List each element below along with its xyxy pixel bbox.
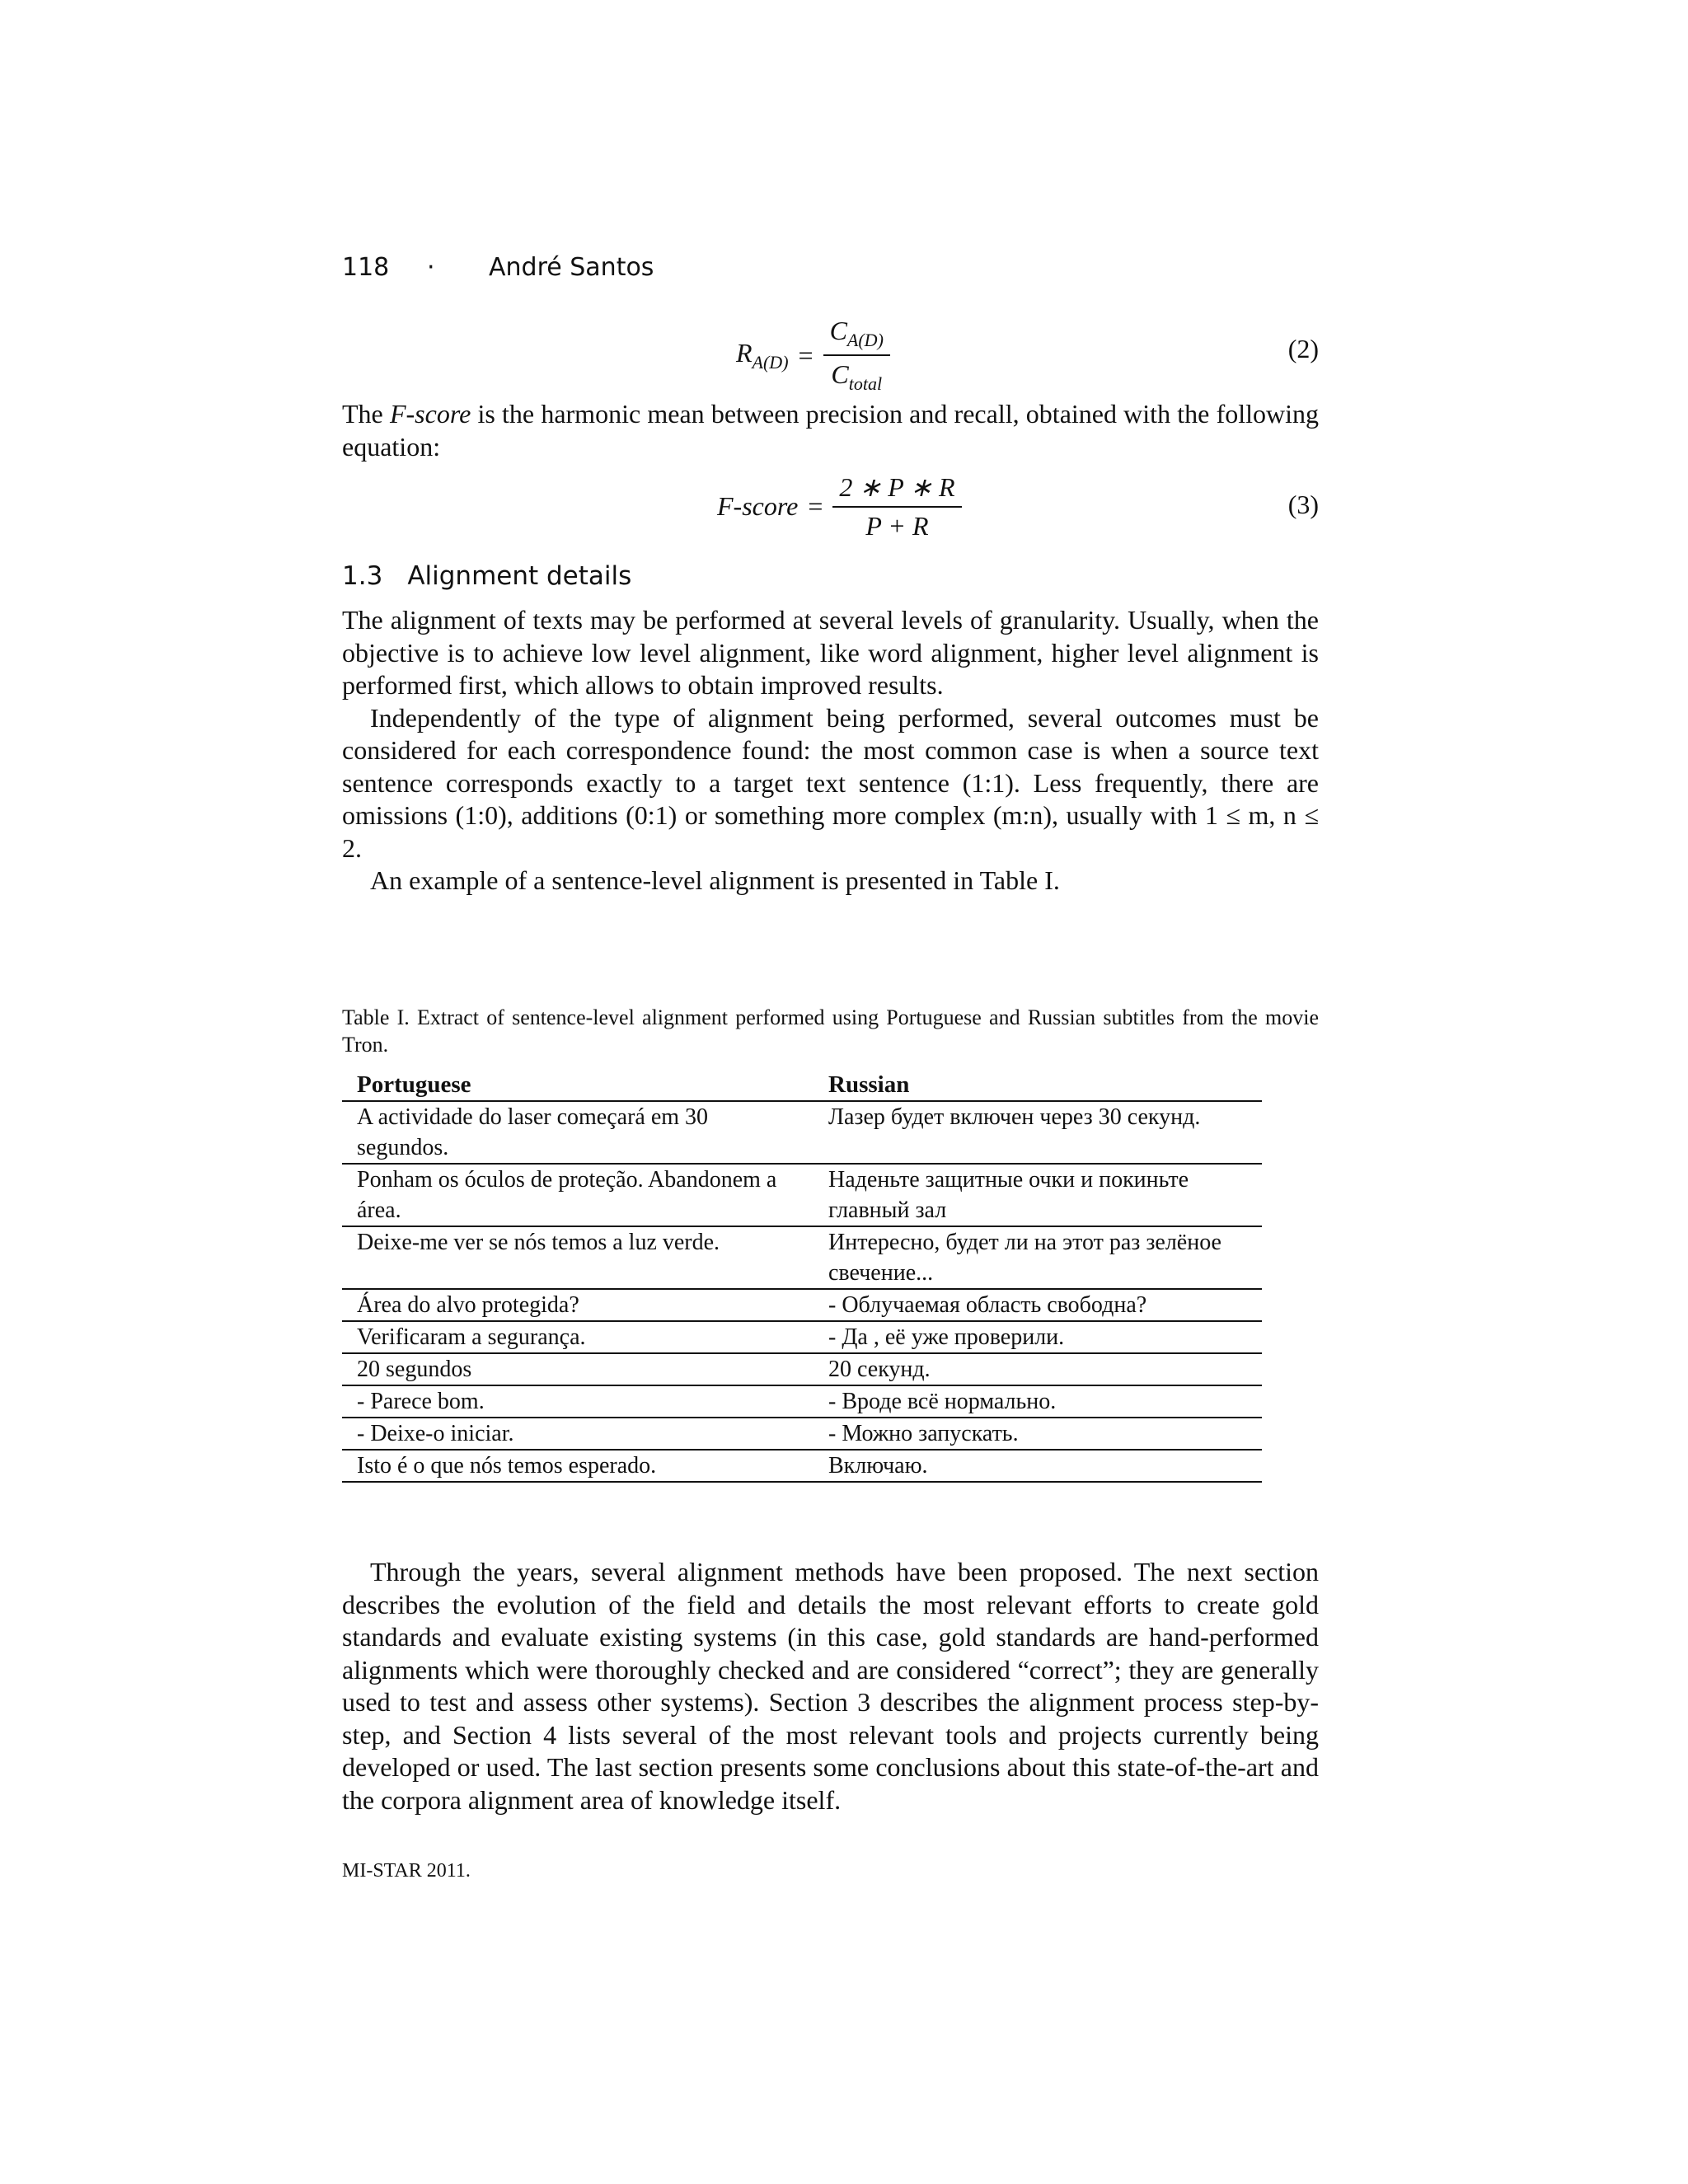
eq3-numerator: 2 ∗ P ∗ R (832, 471, 961, 508)
eq2-equals: = (798, 340, 814, 370)
equation-3-body (717, 471, 962, 541)
paragraph: Independently of the type of alignment being performed, several outcomes must be considered for each correspondence found: the most common case is when a source text sentence corresponds exactly to a target text sentence (1:1). Less frequently, there are omissions (1:0), additions (0:1) or something more complex (m:n), usually with 1 ≤ m, n ≤ 2. (342, 702, 1319, 863)
table-header-row (342, 1070, 1262, 1101)
fscore-paragraph: The F-score is the harmonic mean between precision and recall, obtained with the following equation: (342, 399, 1320, 462)
eq2-lhs: $R_{A(D)}$ (736, 337, 789, 373)
cell-portuguese: Verificaram a segurança. (342, 1321, 814, 1353)
cell-portuguese: Ponham os óculos de proteção. Abandonem a área. (342, 1164, 814, 1226)
cell-russian: 20 секунд. (814, 1353, 1262, 1385)
cell-portuguese: A actividade do laser começará em 30 segundos. (342, 1101, 814, 1164)
eq3-equals: = (808, 491, 823, 521)
cell-portuguese: - Parece bom. (342, 1385, 814, 1418)
equation-2-body (736, 316, 890, 395)
cell-portuguese: Deixe-me ver se nós temos a luz verde. (342, 1226, 814, 1289)
cell-portuguese: Área do alvo protegida? (342, 1289, 814, 1321)
eq3-fraction (832, 471, 961, 541)
column-header-russian: Russian (814, 1070, 1262, 1101)
eq3-denominator: P + R (865, 511, 929, 541)
paragraph: The alignment of texts may be performed at several levels of granularity. Usually, when the objective is to achieve low level alignment, like word alignment, higher level alignment is performed first, which allows to obtain improved results. (342, 605, 1319, 700)
cell-portuguese: - Deixe-o iniciar. (342, 1418, 814, 1450)
table-row (342, 1321, 1262, 1353)
eq3-lhs: F-score (717, 491, 799, 521)
fscore-term: F-score (389, 399, 471, 429)
cell-russian: - Да , её уже проверили. (814, 1321, 1262, 1353)
cell-russian: Интересно, будет ли на этот раз зелёное свечение... (814, 1226, 1262, 1289)
table-row (342, 1450, 1262, 1482)
cell-portuguese: 20 segundos (342, 1353, 814, 1385)
eq2-numerator: $C_{A(D)}$ (823, 316, 890, 356)
eq3-number: (3) (1287, 490, 1319, 519)
closing-paragraph: Through the years, several alignment methods have been proposed. The next section describes the evolution of the field and details the most relevant efforts to create gold standards and evaluate existing systems (in this case, gold standards are hand-performed alignments which were thoroughly checked and are considered “correct”; they are generally used to test and assess other systems). Section 3 describes the alignment process step-by-step, and Section 4 lists several of the most relevant tools and projects currently being developed or used. The last section presents some conclusions about this state-of-the-art and the corpora alignment area of knowledge itself. (342, 1557, 1319, 1815)
cell-russian: - Вроде всё нормально. (814, 1385, 1262, 1418)
section-number: 1.3 (342, 561, 383, 591)
author-name: André Santos (489, 253, 654, 282)
column-header-portuguese: Portuguese (342, 1070, 814, 1101)
cell-portuguese: Isto é o que nós temos esperado. (342, 1450, 814, 1482)
alignment-table (342, 1070, 1262, 1483)
section-heading (342, 561, 631, 591)
cell-russian: - Облучаемая область свободна? (814, 1289, 1262, 1321)
table-row (342, 1226, 1262, 1289)
paragraph: An example of a sentence-level alignment is presented in Table I. (370, 865, 1060, 895)
eq2-fraction (823, 316, 890, 395)
footer: MI-STAR 2011. (342, 1860, 471, 1882)
table-row (342, 1418, 1262, 1450)
section-body (342, 604, 1319, 898)
cell-russian: - Можно запускать. (814, 1418, 1262, 1450)
equation-2 (342, 316, 1319, 394)
cell-russian: Наденьте защитные очки и покиньте главный зал (814, 1164, 1262, 1226)
table-row (342, 1289, 1262, 1321)
table-row (342, 1164, 1262, 1226)
header-separator: · (427, 253, 435, 282)
table-row (342, 1385, 1262, 1418)
table-row (342, 1353, 1262, 1385)
cell-russian: Лазер будет включен через 30 секунд. (814, 1101, 1262, 1164)
eq2-denominator: $C_{total}$ (831, 359, 883, 394)
page-number: 118 (342, 253, 390, 282)
cell-russian: Включаю. (814, 1450, 1262, 1482)
table-row (342, 1101, 1262, 1164)
section-title: Alignment details (407, 561, 632, 591)
equation-3 (342, 471, 1319, 541)
table-caption: Table I. Extract of sentence-level alignment performed using Portuguese and Russian subtitles from the movie Tron. (342, 1005, 1319, 1057)
eq2-number: (2) (1287, 334, 1319, 363)
